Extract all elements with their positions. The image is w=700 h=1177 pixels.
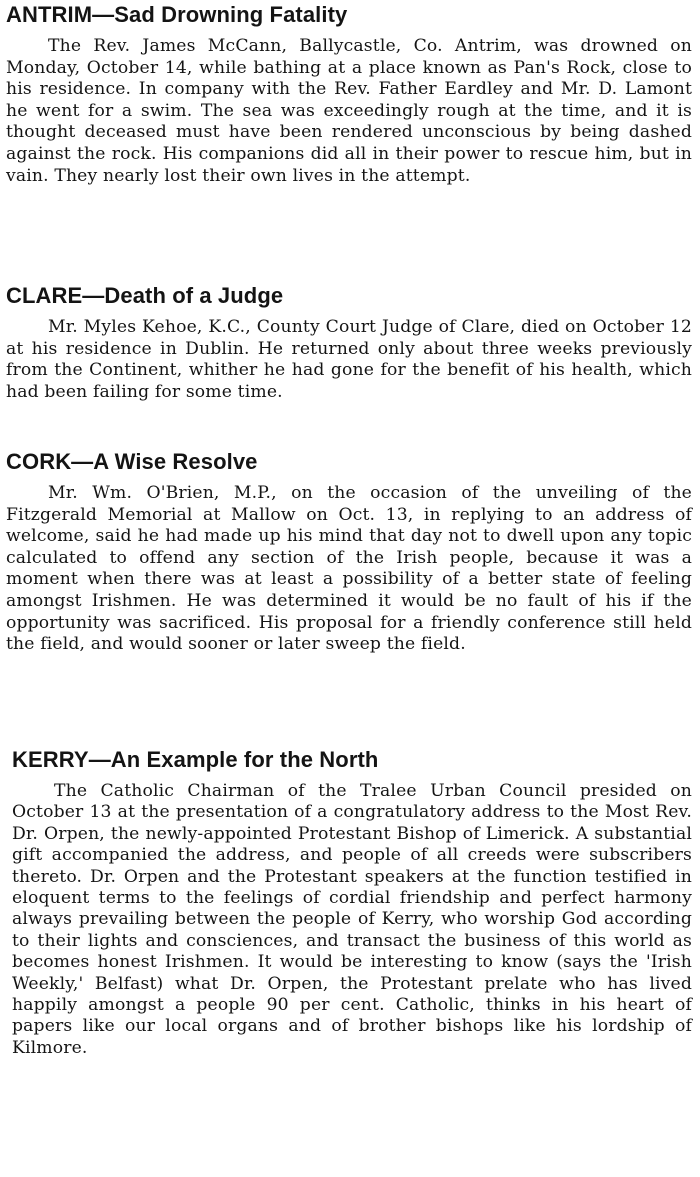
headline-clare: CLARE—Death of a Judge: [6, 283, 284, 308]
article-clare: [6, 283, 692, 403]
article-body-antrim: The Rev. James McCann, Ballycastle, Co. Antrim, was drowned on Monday, October 14, while bathing at a place known as Pan's Rock, close to his residence. In company with the Rev. Father Eardley and Mr. D. Lamont he went for a swim. The sea was exceedingly rough at the time, and it is thought deceased must have been rendered unconscious by being dashed against the rock. His companions did all in their power to rescue him, but in vain. They nearly lost their own lives in the attempt.: [6, 36, 692, 186]
article-body-clare: Mr. Myles Kehoe, K.C., County Court Judge of Clare, died on October 12 at his residence in Dublin. He returned only about three weeks previously from the Continent, whither he had gone for the benefit of his health, which had been failing for some time.: [6, 317, 692, 402]
headline-cork: CORK—A Wise Resolve: [6, 449, 258, 474]
article-body-cork: Mr. Wm. O'Brien, M.P., on the occasion of the unveiling of the Fitzgerald Memorial at Mallow on Oct. 13, in replying to an address of welcome, said he had made up his mind that day not to dwell upon any topic calculated to offend any section of the Irish people, because it was a moment when there was at least a possibility of a better state of feeling amongst Irishmen. He was determined it would be no fault of his if the opportunity was sacrificed. His proposal for a friendly conference still held the field, and would sooner or later sweep the field.: [6, 483, 692, 655]
article-kerry: [12, 747, 692, 1059]
article-antrim: [6, 2, 692, 187]
headline-antrim: ANTRIM—Sad Drowning Fatality: [6, 2, 348, 27]
headline-kerry: KERRY—An Example for the North: [12, 747, 379, 772]
article-cork: [6, 449, 692, 656]
article-body-kerry: The Catholic Chairman of the Tralee Urban Council presided on October 13 at the presentation of a congratulatory address to the Most Rev. Dr. Orpen, the newly-appointed Protestant Bishop of Limerick. A substantial gift accompanied the address, and people of all creeds were subscribers thereto. Dr. Orpen and the Protestant speakers at the function testified in eloquent terms to the feelings of cordial friendship and perfect harmony always prevailing between the people of Kerry, who worship God according to their lights and consciences, and transact the business of this world as becomes honest Irishmen. It would be interesting to know (says the 'Irish Weekly,' Belfast) what Dr. Orpen, the Protestant prelate who has lived happily amongst a people 90 per cent. Catholic, thinks in his heart of papers like our local organs and of brother bishops like his lordship of Kilmore.: [12, 781, 692, 1058]
